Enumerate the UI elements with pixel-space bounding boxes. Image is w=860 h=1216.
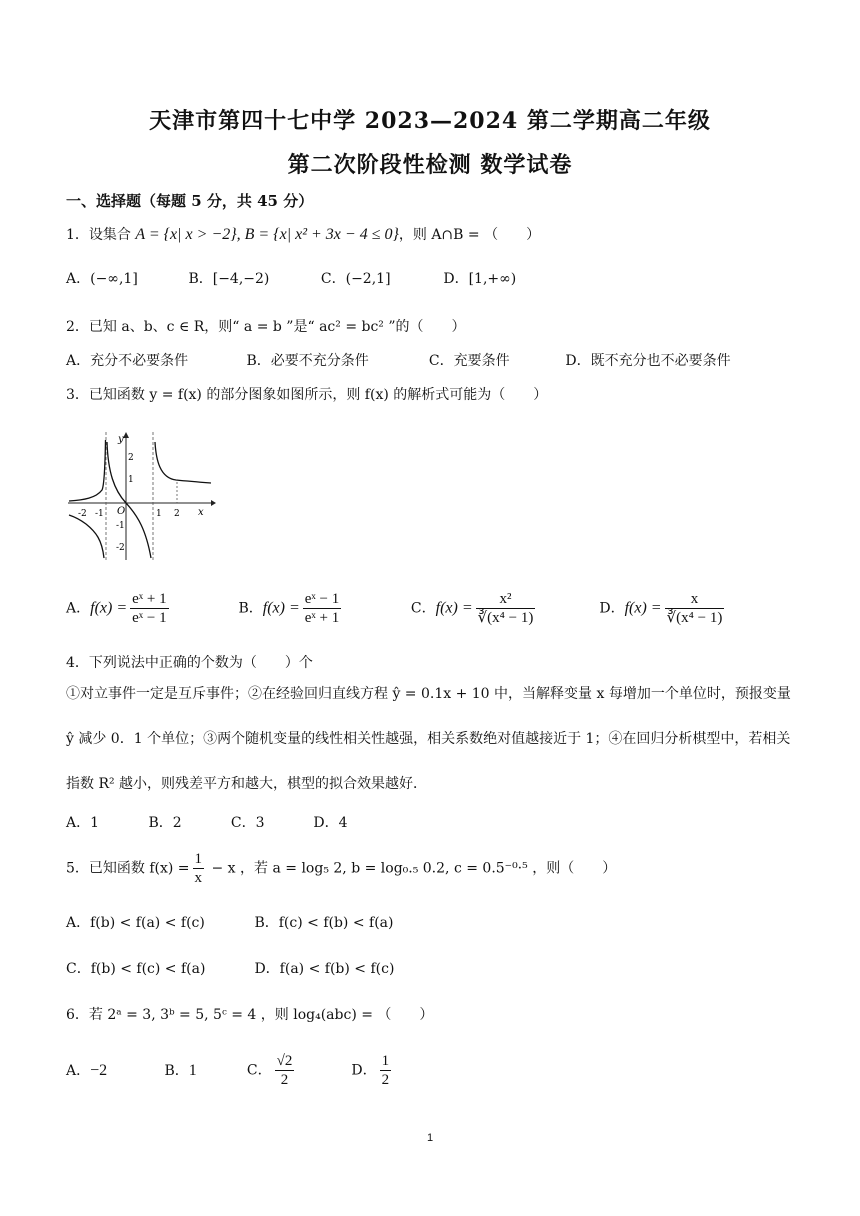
q2-option-c: C．充要条件 xyxy=(428,353,510,369)
question-3-options xyxy=(66,590,727,627)
graph-x-label: x xyxy=(198,507,204,518)
graph-branch-left xyxy=(69,440,106,501)
section-heading-multiple-choice: 一、选择题（每题 5 分，共 45 分） xyxy=(66,192,314,210)
q6-option-d-fraction: $\frac{1}{2}$ xyxy=(381,1053,390,1088)
graph-y-arrow xyxy=(123,432,129,438)
q1-stem-suffix: ，则 A∩B = （ ） xyxy=(398,227,541,243)
q1-stem-prefix: 1．设集合 xyxy=(66,227,136,243)
graph-ytick-neg2: -2 xyxy=(116,543,125,553)
question-5-options-row2 xyxy=(66,958,394,978)
q3-option-c: C．f(x) = $\frac{\text{x²}}{\text{∛(x⁴ − 1)}}$ xyxy=(410,591,534,626)
function-graph xyxy=(66,430,216,562)
q2-option-d: D．既不充分也不必要条件 xyxy=(565,353,731,369)
graph-xtick-neg2: -2 xyxy=(78,509,87,519)
q3-option-d: D．f(x) = $\frac{x}{\text{∛(x⁴ − 1)}}$ xyxy=(599,591,723,626)
q1-option-d: D．[1,+∞) xyxy=(443,271,517,287)
q3-option-b-fraction: $\frac{\text{eˣ − 1}}{\text{eˣ + 1}}$ xyxy=(304,591,340,626)
graph-ytick-2: 2 xyxy=(128,453,134,463)
question-5-options-row1 xyxy=(66,912,393,932)
question-1-stem xyxy=(66,224,540,244)
q5-option-a: A．f(b) < f(a) < f(c) xyxy=(66,915,205,931)
question-1-options xyxy=(66,268,516,288)
graph-origin-label: O xyxy=(117,506,126,517)
q4-option-d: D．4 xyxy=(313,815,348,831)
q4-option-c: C．3 xyxy=(230,815,265,831)
question-4-stem: 4．下列说法中正确的个数为（ ）个 xyxy=(66,655,313,671)
question-3-stem: 3．已知函数 y = f(x) 的部分图象如图所示，则 f(x) 的解析式可能为（ ） xyxy=(66,387,548,403)
q2-option-b: B．必要不充分条件 xyxy=(246,353,369,369)
q5-option-d: D．f(a) < f(b) < f(c) xyxy=(254,961,395,977)
q1-stem-math: A = {x| x > −2}, B = {x| x² + 3x − 4 ≤ 0} xyxy=(135,226,399,243)
q1-option-c: C．(−2,1] xyxy=(320,271,391,287)
question-6-stem: 6．若 2ᵃ = 3, 3ᵇ = 5, 5ᶜ = 4 ，则 log₄(abc) = （ ） xyxy=(66,1007,434,1023)
q6-option-c: C． $\frac{√2}{2}$ xyxy=(246,1053,293,1088)
graph-x-arrow xyxy=(211,500,216,506)
graph-xtick-1: 1 xyxy=(156,509,162,519)
q4-option-b: B．2 xyxy=(148,815,182,831)
q2-option-a: A．充分不必要条件 xyxy=(66,353,189,369)
q5-option-b: B．f(c) < f(b) < f(a) xyxy=(254,915,394,931)
question-2-stem: 2．已知 a、b、c ∈ R，则“ a = b ”是“ ac² = bc² ”的（ ） xyxy=(66,319,466,335)
q1-option-a: A．(−∞,1] xyxy=(66,271,138,287)
q6-option-c-fraction: $\frac{√2}{2}$ xyxy=(276,1053,293,1088)
graph-branch-right xyxy=(155,442,211,483)
exam-title-line2: 第二次阶段性检测 数学试卷 xyxy=(287,152,573,178)
q6-option-d: D． $\frac{1}{2}$ xyxy=(351,1053,390,1088)
q3-option-d-fraction: $\frac{x}{\text{∛(x⁴ − 1)}}$ xyxy=(666,591,723,626)
q6-option-a: A．−2 xyxy=(66,1061,108,1079)
question-6-options xyxy=(66,1052,394,1089)
question-2-options xyxy=(66,350,731,370)
graph-xtick-2: 2 xyxy=(174,509,180,519)
graph-ytick-1: 1 xyxy=(128,475,134,485)
q3-option-a-fraction: $\frac{\text{eˣ + 1}}{\text{eˣ − 1}}$ xyxy=(132,591,167,626)
question-5-stem xyxy=(66,850,616,887)
q5-stem-suffix: − x ，若 a = log₅ 2, b = log₀.₅ 0.2, c = 0.5⁻⁰·⁵ ，则（ ） xyxy=(207,860,617,877)
q1-option-b: B．[−4,−2) xyxy=(188,271,270,287)
graph-ytick-neg1: -1 xyxy=(116,521,125,531)
question-4-options xyxy=(66,812,348,832)
q4-option-a: A．1 xyxy=(66,815,100,831)
q5-stem-prefix: 5．已知函数 f(x) = xyxy=(66,860,190,877)
q3-option-a: A．f(x) = $\frac{\text{eˣ + 1}}{\text{eˣ − 1}}$ xyxy=(66,591,167,626)
question-4-body: ①对立事件一定是互斥事件；②在经验回归直线方程 ŷ = 0.1x + 10 中，当解释变量 x 每增加一个单位时，预报变量 ŷ 减少 0．1 个单位；③两个随机变量的线性相关性越强，相关系数绝对值越接近于 1；④在回归分析棋型中，若相关指数 R² 越小，则残差平方和越大，棋型的拟合效果越好． xyxy=(66,686,791,792)
graph-y-label: y xyxy=(118,434,124,445)
q5-option-c: C．f(b) < f(c) < f(a) xyxy=(66,961,206,977)
graph-branch-left-lower xyxy=(69,515,104,558)
exam-title-line1: 天津市第四十七中学 2023—2024 第二学期高二年级 xyxy=(149,108,711,134)
page-number: 1 xyxy=(426,1132,434,1144)
graph-xtick-neg1: -1 xyxy=(95,509,104,519)
q3-option-c-fraction: $\frac{\text{x²}}{\text{∛(x⁴ − 1)}}$ xyxy=(477,591,534,626)
q6-option-b: B．1 xyxy=(164,1061,197,1079)
q3-option-b: B．f(x) = $\frac{\text{eˣ − 1}}{\text{eˣ + 1}}$ xyxy=(238,591,340,626)
q5-fraction: $\frac{1}{x}$ xyxy=(194,851,203,886)
